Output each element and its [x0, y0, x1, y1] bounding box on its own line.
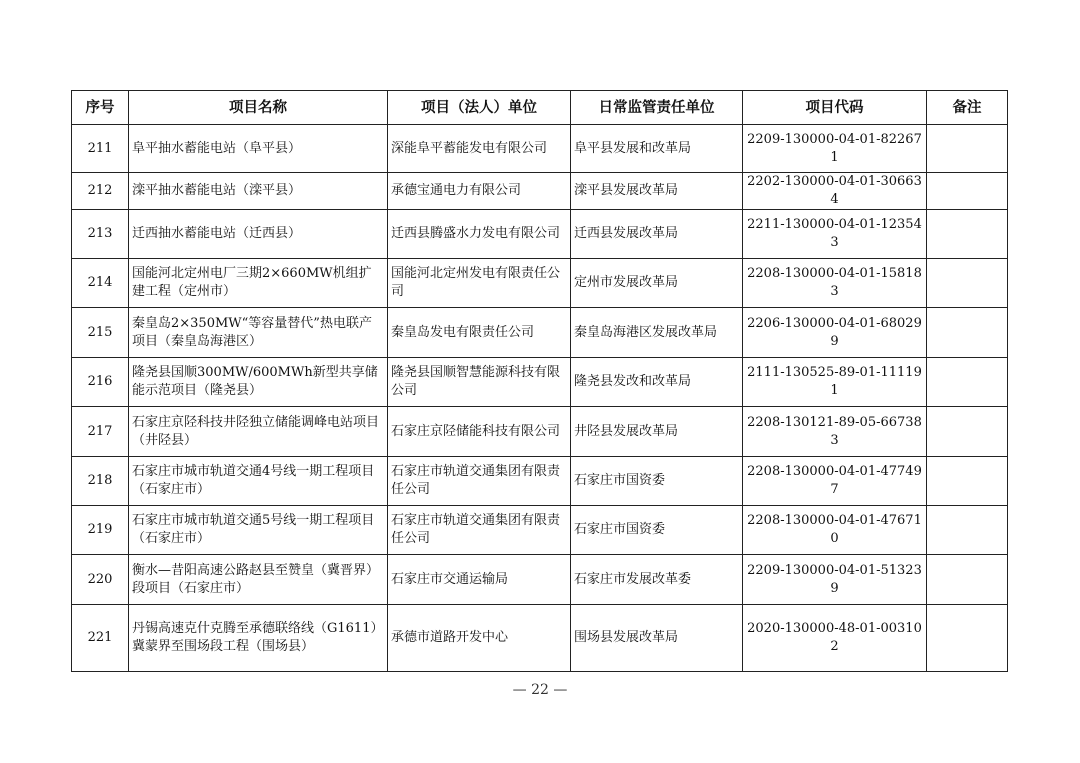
table-row	[72, 259, 1008, 308]
cell-name: 迁西抽水蓄能电站（迁西县）	[129, 210, 388, 259]
cell-supervisor: 石家庄市国资委	[571, 506, 743, 555]
cell-supervisor: 石家庄市国资委	[571, 457, 743, 506]
table-row	[72, 308, 1008, 358]
cell-name: 石家庄市城市轨道交通4号线一期工程项目（石家庄市）	[129, 457, 388, 506]
cell-remark	[927, 457, 1008, 506]
page-number: — 22 —	[512, 682, 568, 698]
cell-supervisor: 隆尧县发改和改革局	[571, 358, 743, 407]
cell-remark	[927, 210, 1008, 259]
cell-name: 国能河北定州电厂三期2×660MW机组扩建工程（定州市）	[129, 259, 388, 308]
cell-code: 2211-130000-04-01-123543	[743, 210, 927, 259]
header-name: 项目名称	[129, 91, 388, 125]
cell-owner: 石家庄市轨道交通集团有限责任公司	[388, 457, 571, 506]
cell-no: 215	[72, 308, 129, 358]
cell-no: 216	[72, 358, 129, 407]
cell-name: 阜平抽水蓄能电站（阜平县）	[129, 125, 388, 173]
cell-owner: 石家庄市交通运输局	[388, 555, 571, 605]
cell-code: 2209-130000-04-01-513239	[743, 555, 927, 605]
header-no: 序号	[72, 91, 129, 125]
cell-name: 衡水—昔阳高速公路赵县至赞皇（冀晋界）段项目（石家庄市）	[129, 555, 388, 605]
cell-code: 2206-130000-04-01-680299	[743, 308, 927, 358]
cell-code: 2111-130525-89-01-111191	[743, 358, 927, 407]
cell-supervisor: 滦平县发展改革局	[571, 173, 743, 210]
cell-code: 2202-130000-04-01-306634	[743, 173, 927, 210]
cell-remark	[927, 358, 1008, 407]
cell-no: 214	[72, 259, 129, 308]
cell-supervisor: 秦皇岛海港区发展改革局	[571, 308, 743, 358]
cell-owner: 秦皇岛发电有限责任公司	[388, 308, 571, 358]
cell-no: 213	[72, 210, 129, 259]
table-row	[72, 407, 1008, 457]
cell-code: 2208-130121-89-05-667383	[743, 407, 927, 457]
cell-remark	[927, 173, 1008, 210]
cell-supervisor: 围场县发展改革局	[571, 605, 743, 672]
cell-owner: 承德宝通电力有限公司	[388, 173, 571, 210]
cell-no: 218	[72, 457, 129, 506]
cell-supervisor: 石家庄市发展改革委	[571, 555, 743, 605]
table-row	[72, 506, 1008, 555]
cell-remark	[927, 605, 1008, 672]
cell-no: 219	[72, 506, 129, 555]
header-code: 项目代码	[743, 91, 927, 125]
cell-supervisor: 定州市发展改革局	[571, 259, 743, 308]
cell-owner: 迁西县腾盛水力发电有限公司	[388, 210, 571, 259]
cell-owner: 深能阜平蓄能发电有限公司	[388, 125, 571, 173]
cell-owner: 石家庄京陉储能科技有限公司	[388, 407, 571, 457]
cell-code: 2020-130000-48-01-003102	[743, 605, 927, 672]
cell-remark	[927, 308, 1008, 358]
cell-supervisor: 井陉县发展改革局	[571, 407, 743, 457]
project-table	[71, 90, 1008, 672]
cell-supervisor: 阜平县发展和改革局	[571, 125, 743, 173]
cell-remark	[927, 259, 1008, 308]
table-row	[72, 605, 1008, 672]
cell-name: 秦皇岛2×350MW“等容量替代”热电联产项目（秦皇岛海港区）	[129, 308, 388, 358]
table-header-row	[72, 91, 1008, 125]
table-row	[72, 555, 1008, 605]
cell-owner: 承德市道路开发中心	[388, 605, 571, 672]
table-row	[72, 173, 1008, 210]
cell-name: 丹锡高速克什克腾至承德联络线（G1611）冀蒙界至围场段工程（围场县）	[129, 605, 388, 672]
cell-remark	[927, 125, 1008, 173]
cell-code: 2209-130000-04-01-822671	[743, 125, 927, 173]
cell-no: 217	[72, 407, 129, 457]
cell-no: 221	[72, 605, 129, 672]
cell-name: 石家庄京陉科技井陉独立储能调峰电站项目（井陉县）	[129, 407, 388, 457]
cell-no: 211	[72, 125, 129, 173]
cell-owner: 石家庄市轨道交通集团有限责任公司	[388, 506, 571, 555]
header-supervisor: 日常监管责任单位	[571, 91, 743, 125]
cell-owner: 国能河北定州发电有限责任公司	[388, 259, 571, 308]
table-row	[72, 210, 1008, 259]
cell-code: 2208-130000-04-01-476710	[743, 506, 927, 555]
cell-supervisor: 迁西县发展改革局	[571, 210, 743, 259]
cell-name: 滦平抽水蓄能电站（滦平县）	[129, 173, 388, 210]
cell-remark	[927, 555, 1008, 605]
cell-name: 隆尧县国顺300MW/600MWh新型共享储能示范项目（隆尧县）	[129, 358, 388, 407]
cell-remark	[927, 407, 1008, 457]
table-row	[72, 358, 1008, 407]
table-row	[72, 457, 1008, 506]
table-row	[72, 125, 1008, 173]
header-remark: 备注	[927, 91, 1008, 125]
cell-code: 2208-130000-04-01-477497	[743, 457, 927, 506]
header-owner: 项目（法人）单位	[388, 91, 571, 125]
cell-owner: 隆尧县国顺智慧能源科技有限公司	[388, 358, 571, 407]
cell-remark	[927, 506, 1008, 555]
cell-no: 220	[72, 555, 129, 605]
cell-code: 2208-130000-04-01-158183	[743, 259, 927, 308]
cell-name: 石家庄市城市轨道交通5号线一期工程项目（石家庄市）	[129, 506, 388, 555]
cell-no: 212	[72, 173, 129, 210]
